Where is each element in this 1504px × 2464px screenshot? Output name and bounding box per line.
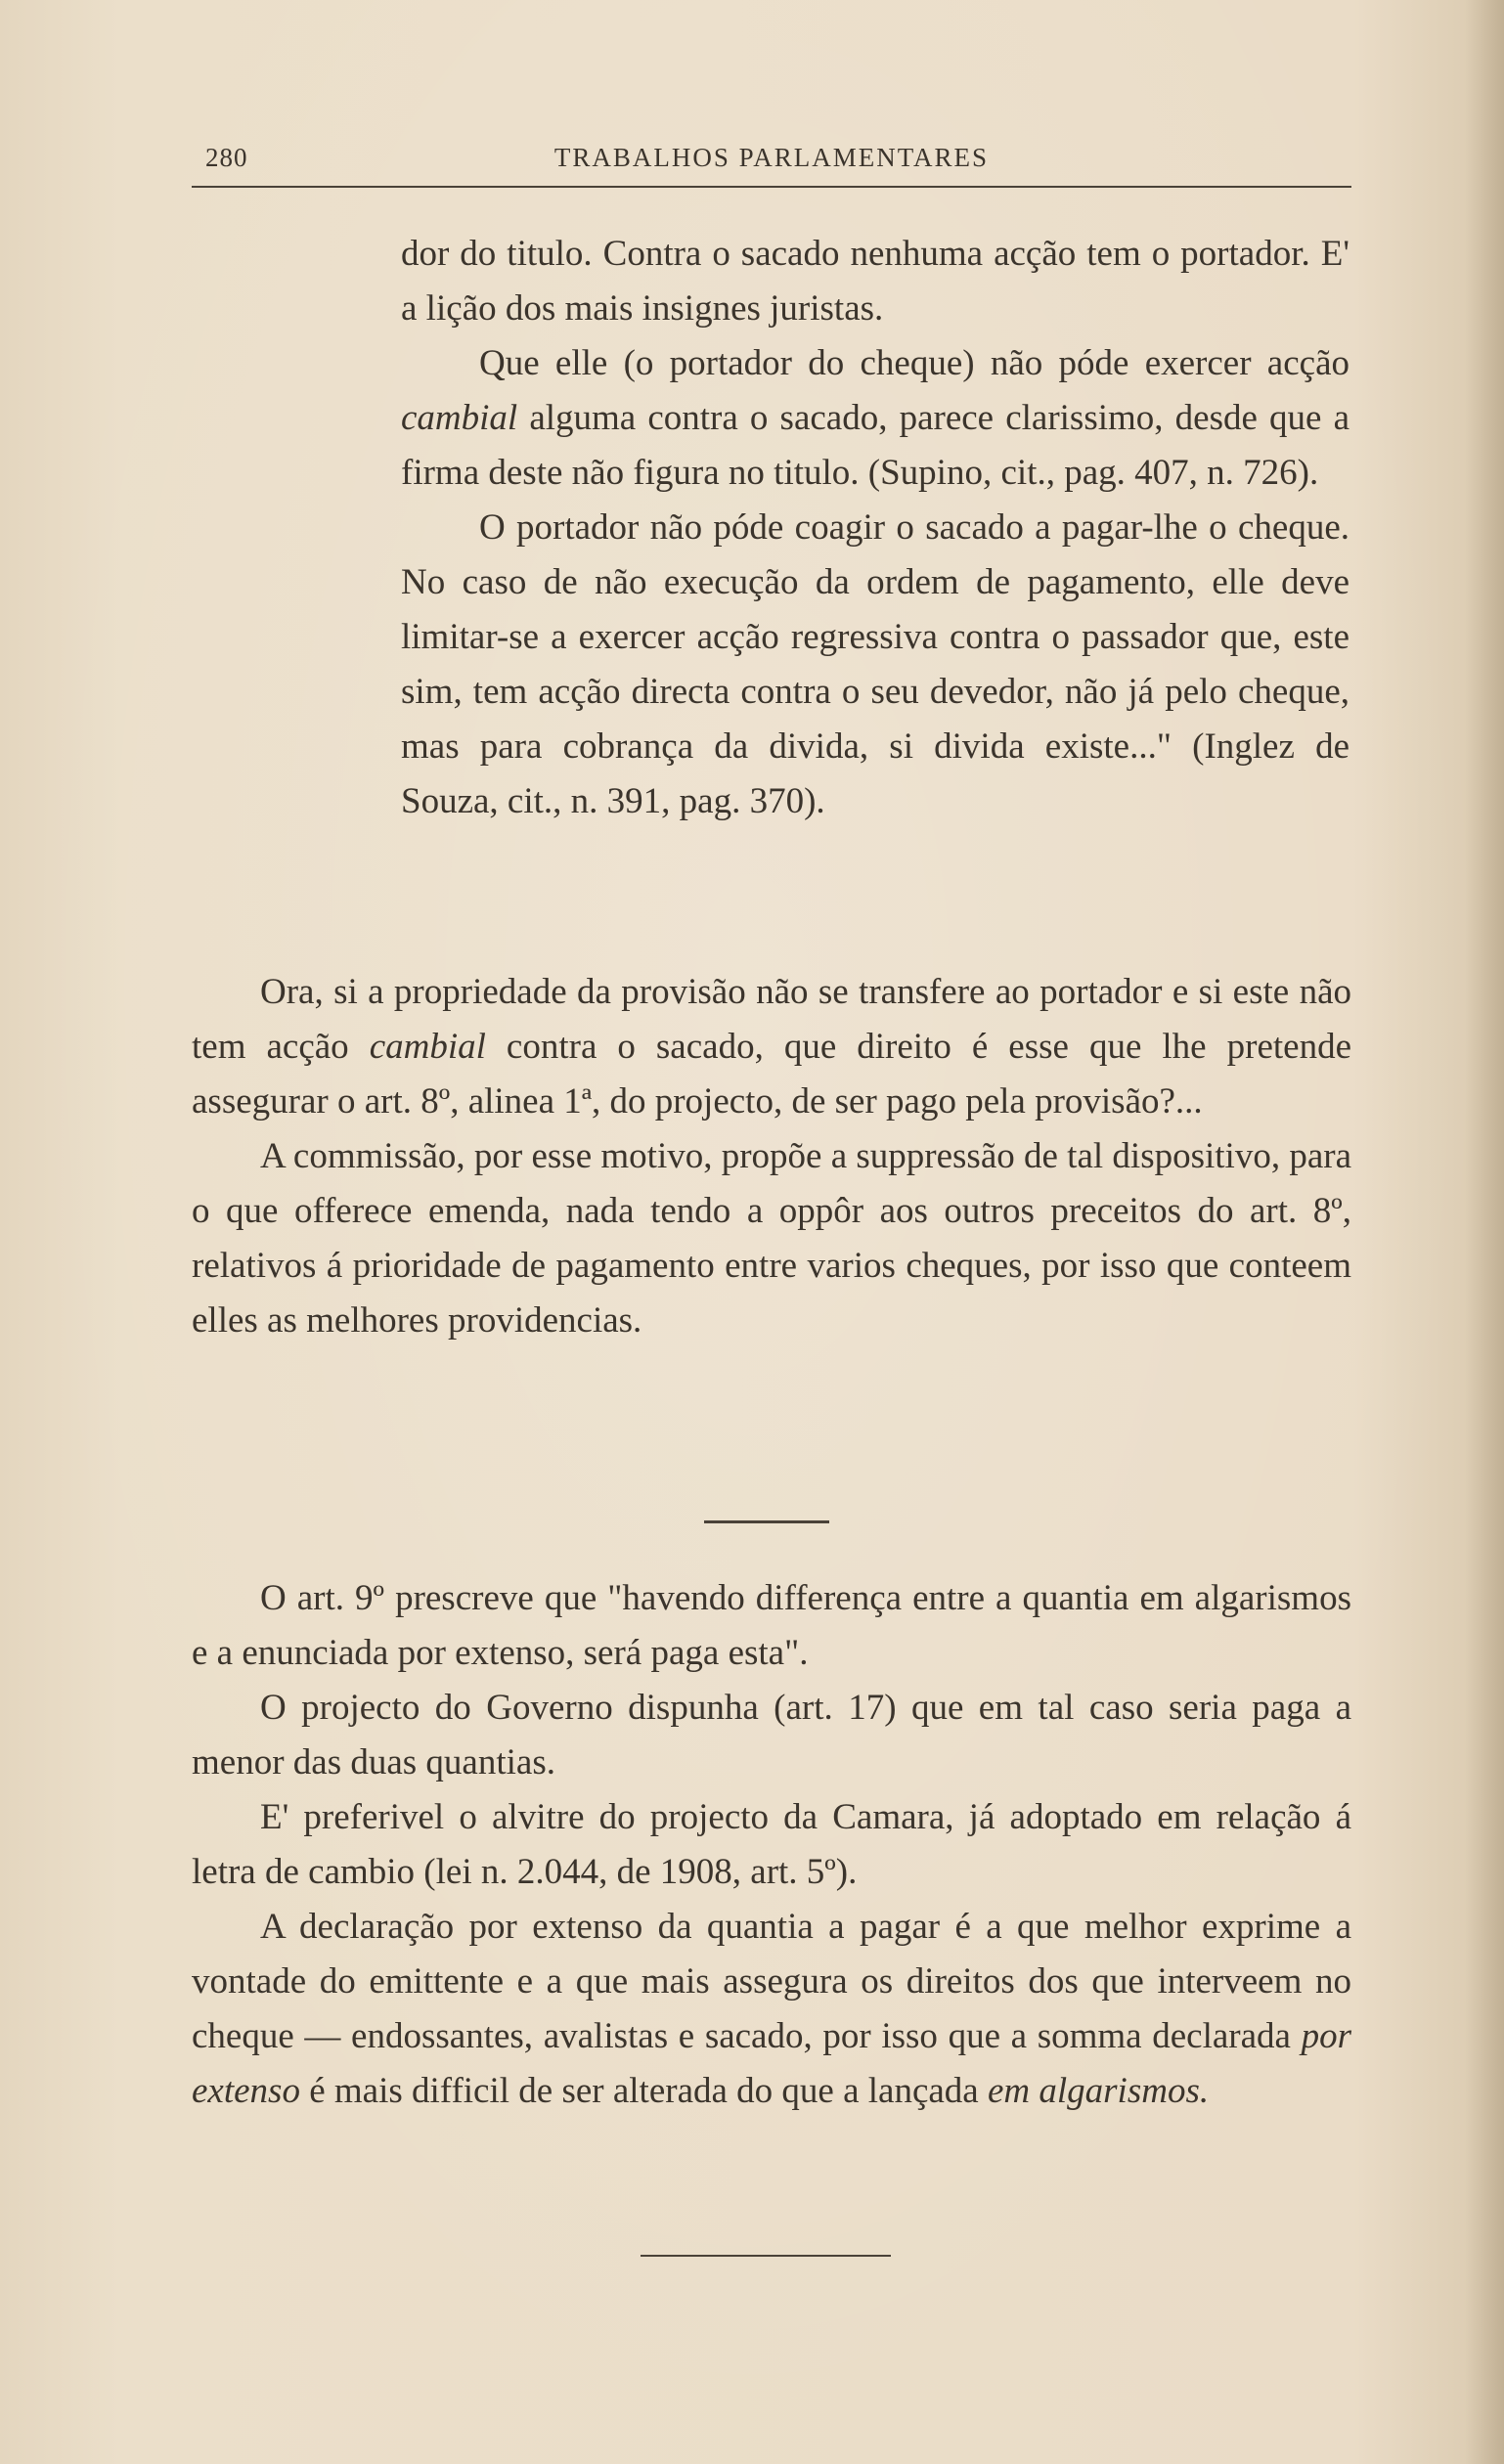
- header-rule: [192, 186, 1351, 188]
- body2-paragraph-3: E' preferivel o alvitre do projecto da Camara, já adoptado em relação á letra de cambio (lei n. 2.044, de 1908, art. 5º).: [192, 1797, 1351, 1892]
- quote-p2-text-b: alguma contra o sacado, parece clarissimo, desde que a firma deste não figura no titulo. (Supino, cit., pag. 407, n. 726).: [401, 398, 1349, 493]
- body1-p1-text-b: contra o sacado, que direito é esse que lhe pretende assegurar o art. 8º, alinea 1ª, do projecto, de ser pago pela provisão?...: [192, 1027, 1351, 1122]
- body2-p4-italic-1: por extenso: [192, 2016, 1351, 2111]
- body1-paragraph-1: [192, 965, 1351, 1129]
- quoted-passage: [401, 227, 1349, 829]
- body1-p1-text-a: Ora, si a propriedade da provisão não se transfere ao portador e si este não tem acção: [192, 972, 1351, 1067]
- body2-p4-text-a: A declaração por extenso da quantia a pagar é a que melhor exprime a vontade do emittente e a que mais assegura os direitos dos que interveem no cheque — endossantes, avalistas e sacado, por isso que a somma declarada: [192, 1907, 1351, 2056]
- section-divider: [704, 1520, 829, 1523]
- body1-p1-italic: cambial: [369, 1027, 486, 1067]
- body2-paragraph-2: O projecto do Governo dispunha (art. 17) que em tal caso seria paga a menor das duas quantias.: [192, 1688, 1351, 1782]
- body2-paragraph-1: O art. 9º prescreve que "havendo differença entre a quantia em algarismos e a enunciada por extenso, será paga esta".: [192, 1578, 1351, 1673]
- running-title: TRABALHOS PARLAMENTARES: [553, 143, 990, 172]
- quote-paragraph-2: [401, 336, 1349, 501]
- quote-paragraph-3: O portador não póde coagir o sacado a pagar-lhe o cheque. No caso de não execução da ordem de pagamento, elle deve limitar-se a exercer acção regressiva contra o passador que, este sim, tem acção directa contra o seu devedor, não já pelo cheque, mas para cobrança da divida, si divida existe..." (Inglez de Souza, cit., n. 391, pag. 370).: [401, 507, 1349, 821]
- quote-p2-text-a: Que elle (o portador do cheque) não póde exercer acção: [479, 343, 1349, 383]
- page-edge-shadow: [1465, 0, 1504, 2464]
- page-header: [192, 137, 1351, 180]
- quote-p2-italic: cambial: [401, 398, 518, 438]
- body-section-1: [192, 965, 1351, 1348]
- end-rule: [641, 2255, 891, 2257]
- quote-paragraph-1: dor do titulo. Contra o sacado nenhuma acção tem o portador. E' a lição dos mais insignes juristas.: [401, 234, 1349, 329]
- body1-paragraph-2: A commissão, por esse motivo, propõe a suppressão de tal dispositivo, para o que offerece emenda, nada tendo a oppôr aos outros preceitos do art. 8º, relativos á prioridade de pagamento entre varios cheques, por isso que conteem elles as melhores providencias.: [192, 1136, 1351, 1341]
- body2-paragraph-4: [192, 1900, 1351, 2119]
- body2-p4-text-b: é mais difficil de ser alterada do que a lançada: [299, 2071, 988, 2111]
- body-section-2: [192, 1571, 1351, 2119]
- body2-p4-italic-2: em algarismos.: [987, 2071, 1210, 2111]
- page-number: 280: [205, 143, 248, 172]
